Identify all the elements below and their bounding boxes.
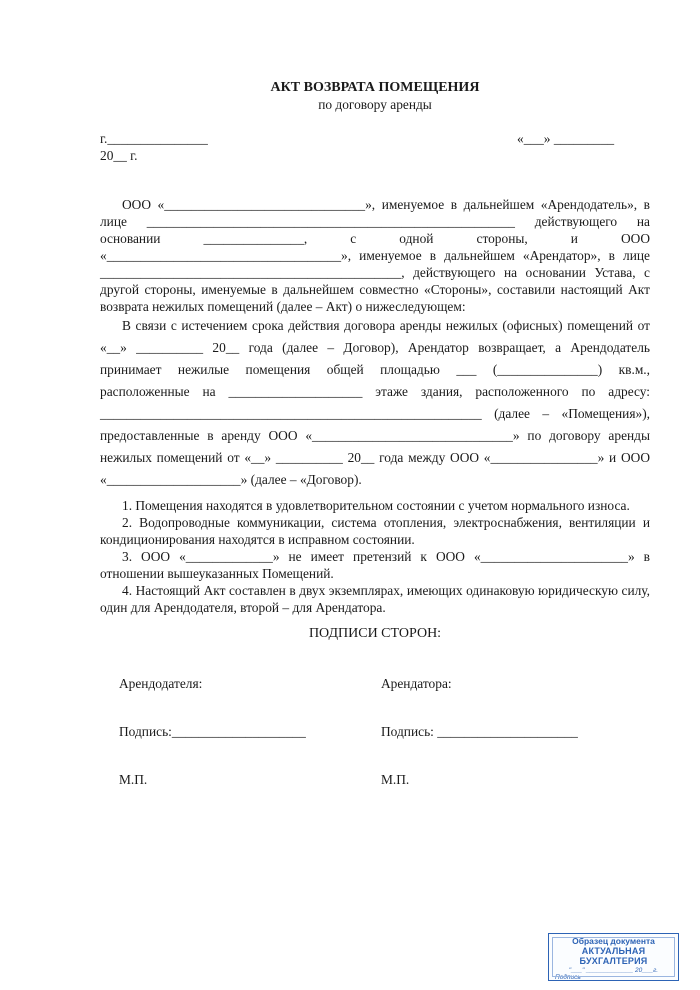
clause-4: 4. Настоящий Акт составлен в двух экземплярах, имеющих одинаковую юридическую силу, один для Арендодателя, второй – для Арендатора. xyxy=(100,583,650,615)
tenant-seal: М.П. xyxy=(381,772,410,787)
stamp-line-3: "___" _____________ 20___г. xyxy=(568,967,659,974)
stamp-line-4: Подпись xyxy=(555,974,581,981)
stamp-line-2: АКТУАЛЬНАЯ БУХГАЛТЕРИЯ xyxy=(579,946,648,966)
landlord-label: Арендодателя: xyxy=(119,676,203,691)
tenant-label: Арендатора: xyxy=(381,676,452,691)
year-field: 20__ г. xyxy=(100,148,138,163)
clause-3: 3. ООО «_____________» не имеет претензий к ООО «______________________» в отношении вышеуказанных Помещений. xyxy=(100,549,650,581)
main-paragraph: В связи с истечением срока действия договора аренды нежилых (офисных) помещений от «__» __________ 20__ года (далее – Договор), Арендатор возвращает, а Арендодатель принимает нежилые помещения общей площадью ___ (_______________) кв.м., расположенные на ____________________ этаже здания, расположенного по адресу: _________________________________________________________ (далее – «Помещения»), предоставленные в аренду ООО «______________________________» по договору аренды нежилых помещений от «__» __________ 20__ года между ООО «________________» и ООО «____________________» (далее – «Договор). xyxy=(100,318,650,487)
stamp-line-1: Образец документа xyxy=(572,936,655,946)
stamp-inner-border xyxy=(552,937,675,977)
sample-document-stamp xyxy=(548,933,679,981)
landlord-signature-line: Подпись:____________________ xyxy=(119,724,306,739)
landlord-seal: М.П. xyxy=(119,772,148,787)
document-body xyxy=(100,196,650,616)
intro-paragraph: ООО «______________________________», именуемое в дальнейшем «Арендодатель», в лице _______________________________________________________ действующего на основании _______________, с одной стороны, и ООО «___________________________________», именуемое в дальнейшем «Арендатор», в лице _____________________________________________, действующего на основании Устава, с другой стороны, именуемые в дальнейшем совместно «Стороны», составили настоящий Акт возврата нежилых помещений (далее – Акт) о нижеследующем: xyxy=(100,197,650,314)
tenant-signature-line: Подпись: _____________________ xyxy=(381,724,578,739)
signatures-title: ПОДПИСИ СТОРОН: xyxy=(308,626,442,641)
place-field: г._______________ xyxy=(100,131,208,146)
document-title: АКТ ВОЗВРАТА ПОМЕЩЕНИЯ xyxy=(270,80,480,95)
clause-1: 1. Помещения находятся в удовлетворительном состоянии с учетом нормального износа. xyxy=(122,498,630,513)
document-subtitle: по договору аренды xyxy=(318,97,432,112)
date-field-right: «___» _________ xyxy=(517,131,615,146)
clause-2: 2. Водопроводные коммуникации, система отопления, электроснабжения, вентиляции и кондиционирования находятся в исправном состоянии. xyxy=(100,515,650,547)
